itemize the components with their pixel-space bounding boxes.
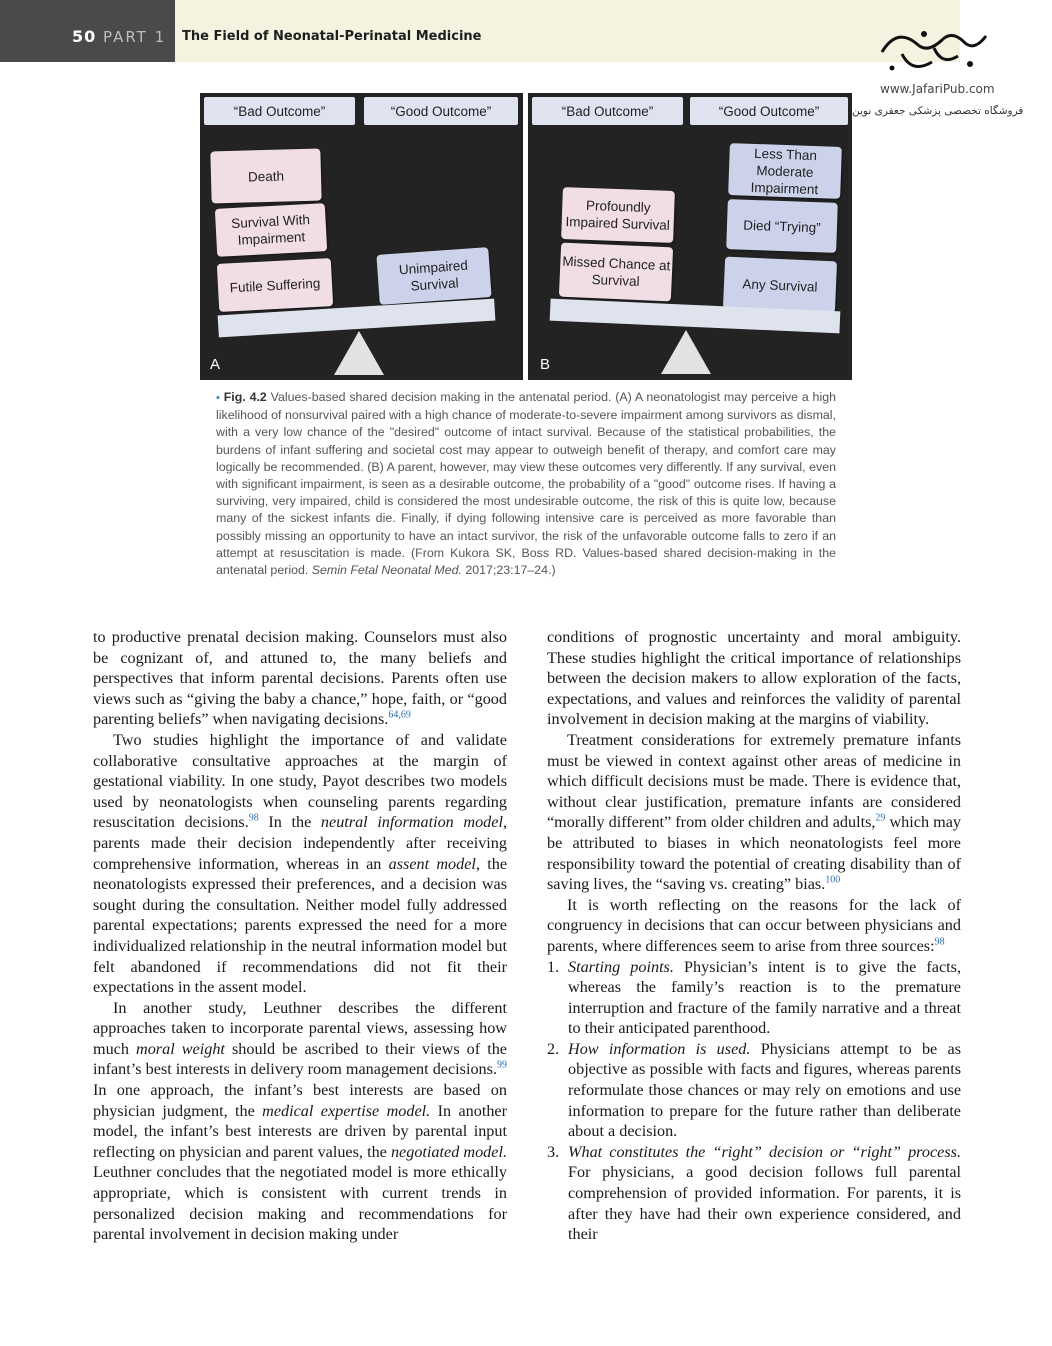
- paragraph-text: to productive prenatal decision making. Counselors must also be cognizant of, and attuned to, the many beliefs and perspectives that inform parental decisions. Parents often use views such as “giving the baby a chance,” hope, faith, or “good parenting beliefs” when navigating decisions.: [93, 628, 507, 729]
- figure-caption: [216, 389, 836, 579]
- watermark-url: www.JafariPub.com: [880, 82, 995, 96]
- caption-citation: 2017;23:17–24.): [465, 563, 556, 578]
- paragraph: [547, 730, 961, 895]
- paragraph: [93, 998, 507, 1245]
- reference-link[interactable]: 99: [497, 1060, 507, 1072]
- reference-link[interactable]: 64,69: [388, 709, 411, 721]
- paragraph-text: In one approach, the infant’s best interests are based on physician judgment, the: [93, 1081, 507, 1120]
- list-item-title: Starting points.: [568, 957, 674, 976]
- list-item-title: How information is used.: [568, 1039, 751, 1058]
- panel-b-good-outcome-header: “Good Outcome”: [690, 97, 848, 125]
- reference-link[interactable]: 98: [934, 936, 945, 948]
- paragraph-text: In the: [258, 813, 321, 832]
- paragraph-text: Leuthner concludes that the negotiated model is more ethically appropriate, which is consistent with current trends in personalized decision making and recommendations for parental involvement in decision making under: [93, 1163, 507, 1244]
- paragraph-text: In another model, the infant’s best interests are driven by parental input reflecting on physician and parent values, the: [93, 1101, 507, 1161]
- publisher-logo-icon: [872, 22, 996, 78]
- paragraph-text: should be ascribed to their views of the infant’s best interests in delivery room management decisions.: [93, 1039, 507, 1079]
- list-item-title: What constitutes the “right” decision or “right” process.: [568, 1142, 961, 1161]
- model-name: medical expertise model.: [262, 1101, 431, 1120]
- figure-panel-a: [200, 93, 523, 380]
- panel-a-label: A: [210, 356, 221, 373]
- model-name: assent model: [388, 854, 476, 873]
- paragraph-text: , parents made their decision independently after receiving comprehensive information, whereas in an: [93, 813, 508, 873]
- paragraph-text: Two studies highlight the importance of and validate collaborative consultative approaches at the margin of gestational viability. In one study, Payot describes two models used by neonatologists when counseling parents regarding resuscitation decisions.: [93, 730, 507, 832]
- numbered-list: [547, 957, 961, 1245]
- panel-b-good-item: Any Survival: [723, 257, 837, 314]
- left-column: [93, 627, 507, 1245]
- list-item: [547, 957, 961, 1039]
- paragraph-text: It is worth reflecting on the reasons for the lack of congruency in decisions that can occur between physicians and parents, where differences seem to arise from three sources:: [547, 895, 961, 955]
- list-item-text: Physicians attempt to be as objective as possible with facts and figures, whereas parents reformulate those chances or may rely on emotions and use information to prepare for the future rather than deliberate about a decision.: [568, 1039, 961, 1141]
- panel-a-bad-item: Survival With Impairment: [215, 203, 327, 257]
- panel-b-bad-item: Missed Chance at Survival: [559, 243, 673, 302]
- part-label: PART 1: [103, 28, 167, 46]
- paragraph-text: In another study, Leuthner describes the different approaches taken to incorporate parental views, assessing how much: [93, 998, 507, 1058]
- paragraph-text: , the neonatologists expressed their preferences, and a decision was sought during the consultation. Neither model fully addressed parental expectations; parents expressed the need for a more individualized relationship in the neutral information model but felt abandoned if recommendations did not fit their expectations in the assent model.: [93, 854, 508, 997]
- right-column: [547, 627, 961, 1245]
- panel-a-bad-item: Death: [210, 149, 321, 204]
- paragraph-text: Treatment considerations for extremely premature infants must be viewed in context against other areas of medicine in which difficult decisions must be made. There is evidence that, without clear justification, premature infants are considered “morally different” from older children and adults,: [547, 730, 961, 832]
- list-number: 3.: [547, 1142, 560, 1161]
- panel-a-bad-item: Futile Suffering: [217, 258, 333, 312]
- chapter-title: The Field of Neonatal-Perinatal Medicine: [182, 29, 482, 44]
- reference-link[interactable]: 100: [825, 874, 841, 886]
- panel-b-bad-item: Profoundly Impaired Survival: [561, 187, 675, 243]
- list-number: 2.: [547, 1039, 560, 1058]
- list-item-text: For physicians, a good decision follows full parental comprehension of provided information. For parents, it is after they have had their own experience considered, and their: [568, 1163, 961, 1244]
- reference-link[interactable]: 98: [248, 812, 259, 824]
- caption-text: Values-based shared decision making in the antenatal period. (A) A neonatologist may perceive a high likelihood of nonsurvival paired with a high chance of moderate-to-severe impairment among survivors as dismal, with a very low chance of the "desired" outcome of intact survival. Because of the statistical probabilities, the burdens of infant suffering and societal cost may appear to outweigh benefit of therapy, and comfort care may logically be recommended. (B) A parent, however, may view these outcomes very differently. If any survival, even with significant impairment, is seen as a desirable outcome, the probability of a "good" outcome rises. If having a surviving, very impaired, child is considered the most undesirable outcome, the risk of this is quite low, because many of the sickest infants die. Finally, if dying following intensive care is perceived as more favorable than possibly missing an opportunity to have an intact survivor, the risk of the unfavorable outcome falls to zero if an attempt at resuscitation is made. (From Kukora SK, Boss RD. Values-based shared decision-making in the antenatal period.: [216, 390, 836, 578]
- paragraph: conditions of prognostic uncertainty and moral ambiguity. These studies highlight the critical importance of relationships between the decision makers to allow exploration of the facts, expectations, and values and reinforces the validity of parental involvement in decision making at the margins of viability.: [547, 628, 961, 729]
- panel-b-label: B: [540, 356, 551, 373]
- model-name: negotiated model.: [390, 1142, 507, 1161]
- panel-b-good-item: Died “Trying”: [726, 199, 838, 253]
- paragraph-text: which may be attributed to biases in which neonatologists feel more responsibility toward the potential of creating disability than of saving lives, the “saving vs. creating” bias.: [547, 813, 961, 894]
- panel-a-good-item: Unimpaired Survival: [376, 247, 491, 305]
- panel-a-good-outcome-header: “Good Outcome”: [364, 97, 518, 125]
- page-number: 50: [72, 27, 97, 46]
- caption-journal: Semin Fetal Neonatal Med.: [311, 563, 462, 578]
- list-item: [547, 1039, 961, 1142]
- list-number: 1.: [547, 957, 560, 976]
- panel-a-fulcrum: [334, 331, 384, 375]
- paragraph: [93, 627, 507, 730]
- watermark-tagline: فروشگاه تخصصی پزشکی جعفری نوین: [852, 105, 1024, 117]
- panel-b-good-item: Less Than Moderate Impairment: [728, 143, 842, 199]
- list-item-text: Physician’s intent is to give the facts, whereas the family’s reaction is to the premature interruption and fracture of the family narrative and a threat to their anticipated parenthood.: [568, 957, 962, 1038]
- paragraph: [547, 895, 961, 957]
- panel-b-fulcrum: [661, 330, 711, 374]
- list-item: [547, 1142, 961, 1245]
- model-name: neutral information model: [320, 813, 503, 832]
- panel-b-bad-outcome-header: “Bad Outcome”: [532, 97, 683, 125]
- panel-a-bad-outcome-header: “Bad Outcome”: [204, 97, 355, 125]
- reference-link[interactable]: 29: [875, 812, 886, 824]
- caption-bullet: •: [216, 392, 220, 404]
- emphasis: moral weight: [136, 1039, 225, 1058]
- paragraph: [93, 730, 507, 998]
- figure-panel-b: [528, 93, 852, 380]
- figure-label: Fig. 4.2: [223, 390, 267, 404]
